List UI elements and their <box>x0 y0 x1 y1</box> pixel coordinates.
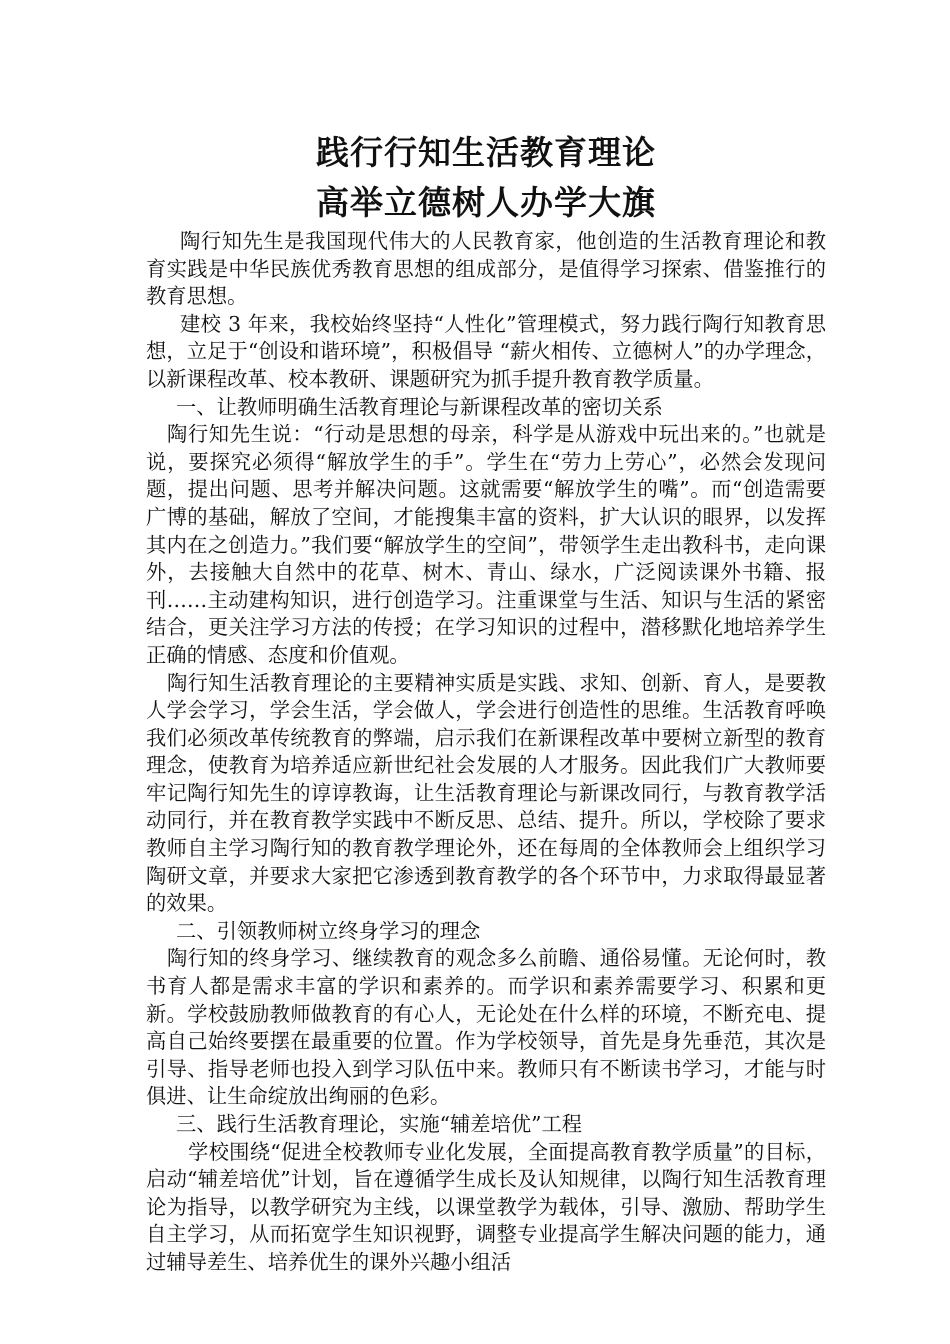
section-heading-1: 一、让教师明确生活教育理论与新课程改革的密切关系 <box>176 394 663 419</box>
document-title-line-1: 践行行知生活教育理论 <box>316 133 656 172</box>
paragraph-section-1-a: 陶行知先生说：“行动是思想的母亲，科学是从游戏中玩出来的。”也就是说，要探究必须得“解放学生的手”。学生在“劳力上劳心”，必然会发现问题，提出问题、思考并解决问题。这就需要“解放学生的嘴”。而“创造需要广博的基础，解放了空间，才能搜集丰富的资料，扩大认识的眼界，以发挥其内在之创造力。”我们要“解放学生的空间”，带领学生走出教科书，走向课外，去接触大自然中的花草、树木、青山、绿水，广泛阅读课外书籍、报刊……主动建构知识，进行创造学习。注重课堂与生活、知识与生活的紧密结合，更关注学习方法的传授；在学习知识的过程中，潜移默化地培养学生正确的情感、态度和价值观。 <box>146 422 826 667</box>
document-title-line-2: 高举立德树人办学大旗 <box>316 183 656 222</box>
section-heading-3: 三、践行生活教育理论，实施“辅差培优”工程 <box>176 1112 583 1136</box>
document-page <box>146 128 826 1277</box>
paragraph-section-3: 学校围绕“促进全校教师专业化发展，全面提高教育教学质量”的目标，启动“辅差培优”计划，旨在遵循学生成长及认知规律，以陶行知生活教育理论为指导，以教学研究为主线，以课堂教学为载体，引导、激励、帮助学生自主学习，从而拓宽学生知识视野，调整专业提高学生解决问题的能力，通过辅导差生、培养优生的课外兴趣小组活 <box>146 1139 826 1274</box>
section-heading-2: 二、引领教师树立终身学习的理念 <box>176 918 481 943</box>
paragraph-section-2: 陶行知的终身学习、继续教育的观念多么前瞻、通俗易懂。无论何时，教书育人都是需求丰富的学识和素养的。而学识和素养需要学习、积累和更新。学校鼓励教师做教育的有心人，无论处在什么样的环境，不断充电、提高自己始终要摆在最重要的位置。作为学校领导，首先是身先垂范，其次是引导、指导老师也投入到学习队伍中来。教师只有不断读书学习，才能与时俱进、让生命绽放出绚丽的色彩。 <box>146 946 826 1109</box>
paragraph-intro: 陶行知先生是我国现代伟大的人民教育家，他创造的生活教育理论和教育实践是中华民族优秀教育思想的组成部分，是值得学习探索、借鉴推行的教育思想。 <box>146 229 826 309</box>
paragraph-school-philosophy: 建校 3 年来，我校始终坚持“人性化”管理模式，努力践行陶行知教育思想，立足于“创设和谐环境”，积极倡导 “薪火相传、立德树人”的办学理念，以新课程改革、校本教研、课题研究为抓手提升教育教学质量。 <box>146 311 826 391</box>
paragraph-section-1-b: 陶行知生活教育理论的主要精神实质是实践、求知、创新、育人，是要教人学会学习，学会生活，学会做人，学会进行创造性的思维。生活教育呼唤我们必须改革传统教育的弊端，启示我们在新课程改革中要树立新型的教育理念，使教育为培养适应新世纪社会发展的人才服务。因此我们广大教师要牢记陶行知先生的谆谆教诲，让生活教育理论与新课改同行，与教育教学活动同行，并在教育教学实践中不断反思、总结、提升。所以，学校除了要求教师自主学习陶行知的教育教学理论外，还在每周的全体教师会上组织学习陶研文章，并要求大家把它渗透到教育教学的各个环节中，力求取得最显著的效果。 <box>146 670 826 916</box>
